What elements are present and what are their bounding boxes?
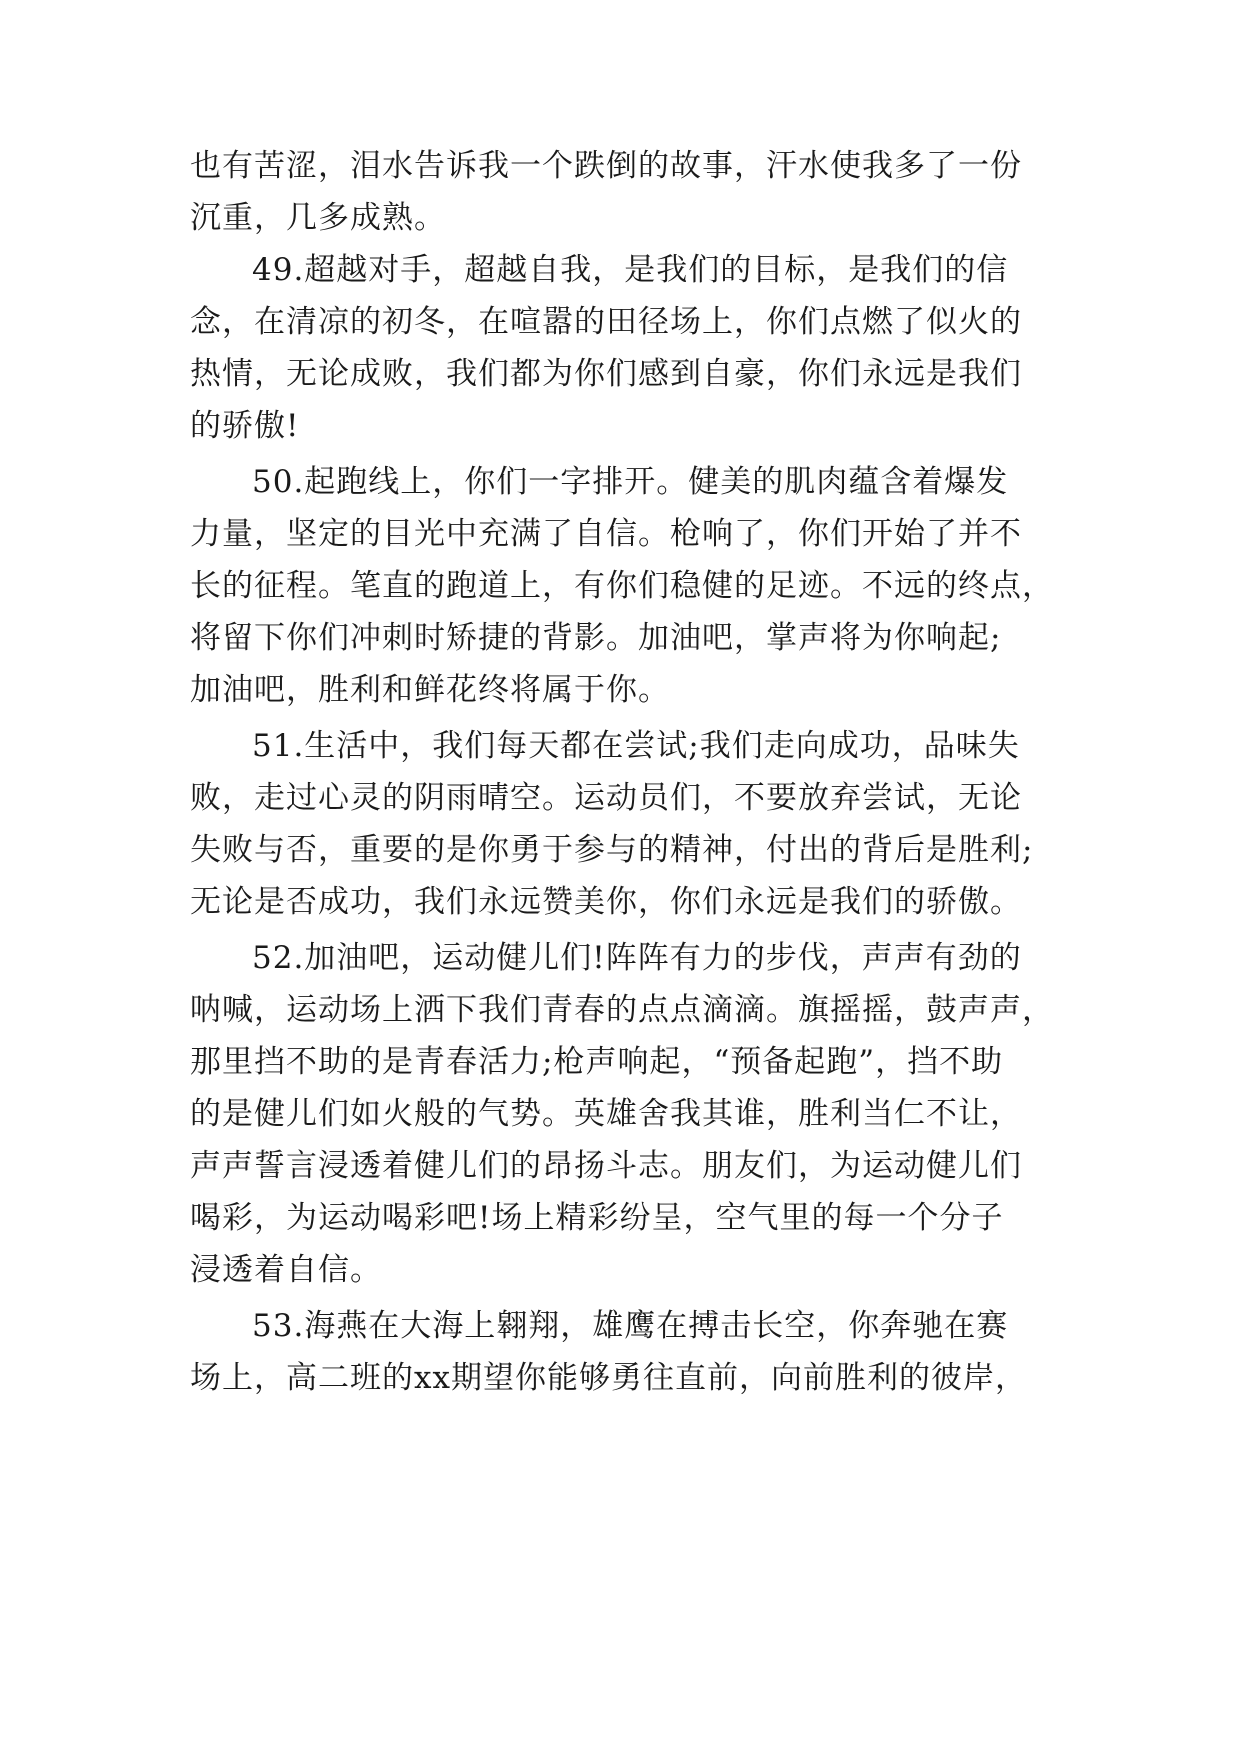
text-line: 的骄傲!	[190, 408, 300, 444]
text-line: 呐喊，运动场上洒下我们青春的点点滴滴。旗摇摇，鼓声声，	[190, 992, 1054, 1028]
paragraph-52-start: 52.加油吧，运动健儿们!阵阵有力的步伐，声声有劲的	[252, 940, 1022, 976]
text-line: 热情，无论成败，我们都为你们感到自豪，你们永远是我们	[190, 356, 1022, 392]
text-line: 念，在清凉的初冬，在喧嚣的田径场上，你们点燃了似火的	[190, 304, 1022, 340]
text-line: 沉重，几多成熟。	[190, 200, 446, 236]
text-line: 失败与否，重要的是你勇于参与的精神，付出的背后是胜利;	[190, 832, 1034, 868]
text-line: 声声誓言浸透着健儿们的昂扬斗志。朋友们，为运动健儿们	[190, 1148, 1022, 1184]
text-line: 场上，高二班的xx期望你能够勇往直前，向前胜利的彼岸，	[190, 1360, 1027, 1396]
text-line: 那里挡不助的是青春活力;枪声响起，“预备起跑”，挡不助	[190, 1044, 1004, 1080]
text-line: 浸透着自信。	[190, 1252, 382, 1288]
paragraph-49-start: 49.超越对手，超越自我，是我们的目标，是我们的信	[252, 252, 1009, 288]
text-line: 的是健儿们如火般的气势。英雄舍我其谁，胜利当仁不让，	[190, 1096, 1022, 1132]
paragraph-51-start: 51.生活中，我们每天都在尝试;我们走向成功，品味失	[252, 728, 1020, 764]
text-line: 也有苦涩，泪水告诉我一个跌倒的故事，汗水使我多了一份	[190, 148, 1022, 184]
paragraph-53-start: 53.海燕在大海上翱翔，雄鹰在搏击长空，你奔驰在赛	[252, 1308, 1009, 1344]
text-line: 喝彩，为运动喝彩吧!场上精彩纷呈，空气里的每一个分子	[190, 1200, 1004, 1236]
text-line: 败，走过心灵的阴雨晴空。运动员们，不要放弃尝试，无论	[190, 780, 1022, 816]
text-line: 力量，坚定的目光中充满了自信。枪响了，你们开始了并不	[190, 516, 1022, 552]
text-line: 加油吧，胜利和鲜花终将属于你。	[190, 672, 670, 708]
text-line: 无论是否成功，我们永远赞美你，你们永远是我们的骄傲。	[190, 884, 1022, 920]
text-line: 将留下你们冲刺时矫捷的背影。加油吧，掌声将为你响起;	[190, 620, 1002, 656]
paragraph-50-start: 50.起跑线上，你们一字排开。健美的肌肉蕴含着爆发	[252, 464, 1009, 500]
text-line: 长的征程。笔直的跑道上，有你们稳健的足迹。不远的终点，	[190, 568, 1054, 604]
